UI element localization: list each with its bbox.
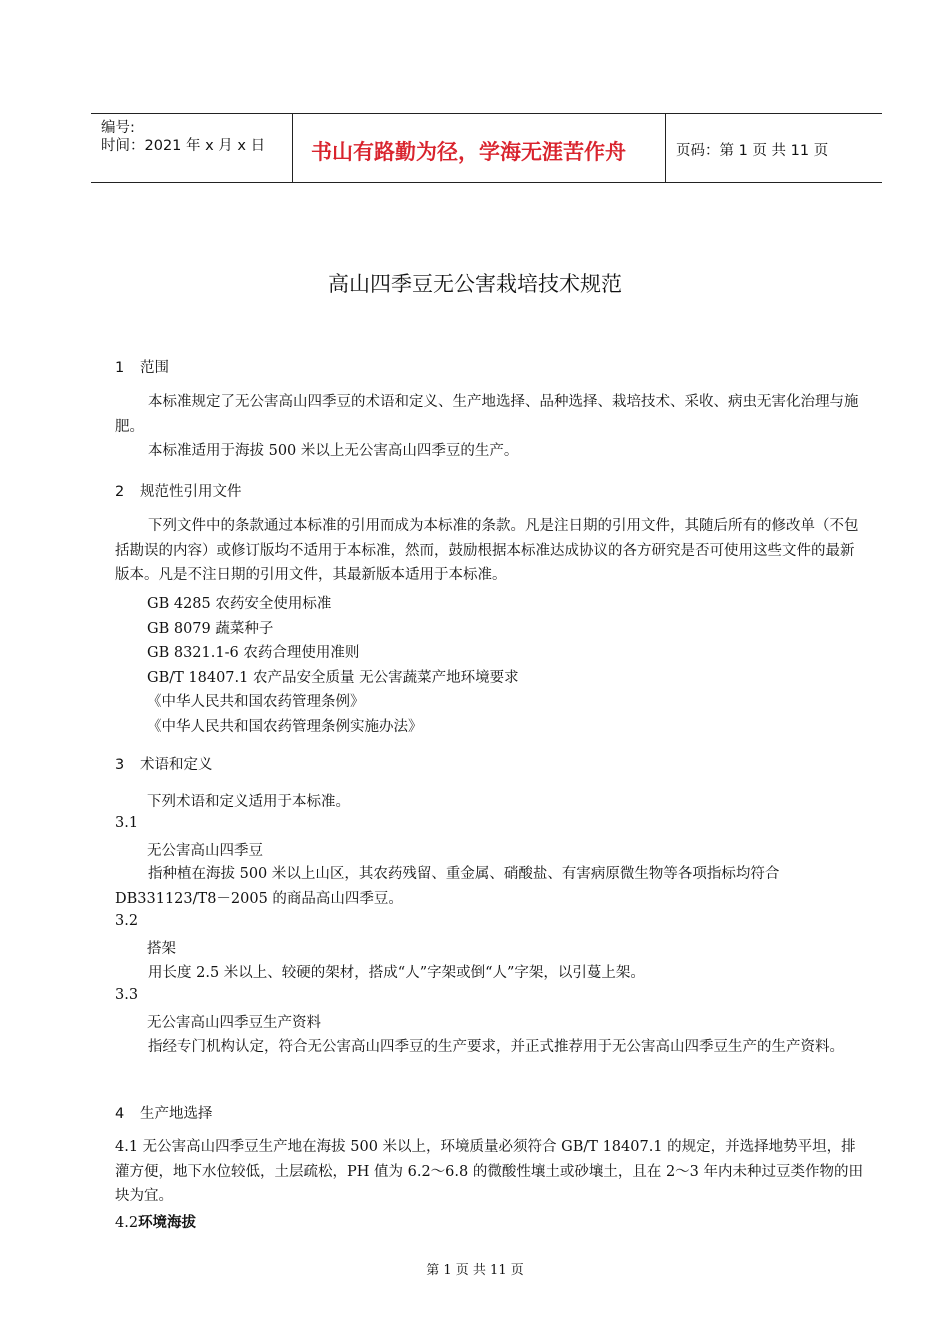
serial-number-label: 编号: (101, 120, 135, 136)
reference-item: GB 4285 农药安全使用标准 (147, 596, 332, 612)
reference-item: GB 8079 蔬菜种子 (147, 621, 274, 637)
section-4-paragraph-1 (115, 1135, 863, 1209)
definition-text: 指种植在海拔 500 米以上山区，其农药残留、重金属、硝酸盐、有害病原微生物等各项指标均符合 DB331123/T8－2005 的商品高山四季豆。 (115, 866, 780, 907)
header-meta-cell (91, 114, 293, 182)
section-1-paragraph-1 (115, 390, 863, 439)
term-definition (115, 862, 863, 911)
paragraph-text: 本标准适用于海拔 500 米以上无公害高山四季豆的生产。 (148, 443, 519, 459)
motto: 书山有路勤为径，学海无涯苦作舟 (311, 140, 626, 164)
term-name: 无公害高山四季豆 (147, 843, 263, 859)
page-footer: 第 1 页 共 11 页 (426, 1263, 524, 1278)
term-definition (115, 961, 863, 986)
document-title: 高山四季豆无公害栽培技术规范 (328, 272, 622, 296)
header-motto-cell (293, 114, 666, 182)
section-number: 4 (115, 1106, 125, 1122)
paragraph-text: 本标准规定了无公害高山四季豆的术语和定义、生产地选择、品种选择、栽培技术、采收、病虫无害化治理与施肥。 (115, 394, 859, 435)
term-number: 3.2 (115, 913, 139, 929)
document-header (91, 113, 882, 183)
subsection-number: 4.2 (115, 1215, 139, 1231)
subsection-4-2 (115, 1211, 196, 1232)
reference-item: GB 8321.1-6 农药合理使用准则 (147, 645, 360, 661)
definition-text: 用长度 2.5 米以上、较硬的架材，搭成“人”字架或倒“人”字架，以引蔓上架。 (148, 965, 645, 981)
time-label: 时间：2021 年 x 月 x 日 (101, 138, 266, 154)
section-number: 2 (115, 484, 125, 500)
paragraph-text: 下列文件中的条款通过本标准的引用而成为本标准的条款。凡是注日期的引用文件，其随后所有的修改单（不包括勘误的内容）或修订版均不适用于本标准，然而，鼓励根据本标准达成协议的各方研究是否可使用这些文件的最新版本。凡是不注日期的引用文件，其最新版本适用于本标准。 (115, 518, 859, 584)
term-number: 3.3 (115, 987, 139, 1003)
reference-item: 《中华人民共和国农药管理条例》 (147, 694, 365, 710)
section-1-heading (115, 356, 169, 377)
section-2-heading (115, 480, 242, 501)
paragraph-text: 4.1 无公害高山四季豆生产地在海拔 500 米以上，环境质量必须符合 GB/T 18407.1 的规定，并选择地势平坦，排灌方便，地下水位较低，土层疏松，PH 值为 6.2～6.8 的微酸性壤土或砂壤土，且在 2～3 年内未种过豆类作物的田块为宜。 (115, 1139, 864, 1205)
term-name: 无公害高山四季豆生产资料 (147, 1015, 321, 1031)
section-2-paragraph-1 (115, 514, 863, 588)
subsection-title: 环境海拔 (138, 1215, 197, 1231)
reference-item: 《中华人民共和国农药管理条例实施办法》 (147, 719, 423, 735)
section-number: 3 (115, 757, 125, 773)
header-page-cell (666, 114, 882, 182)
definition-text: 指经专门机构认定，符合无公害高山四季豆的生产要求，并正式推荐用于无公害高山四季豆生产的生产资料。 (148, 1039, 844, 1055)
reference-item: GB/T 18407.1 农产品安全质量 无公害蔬菜产地环境要求 (147, 670, 519, 686)
term-definition (115, 1035, 863, 1060)
section-title: 生产地选择 (140, 1106, 213, 1122)
section-3-heading (115, 753, 213, 774)
section-title: 范围 (140, 360, 169, 376)
section-title: 术语和定义 (140, 757, 213, 773)
section-title: 规范性引用文件 (140, 484, 242, 500)
section-3-intro: 下列术语和定义适用于本标准。 (147, 794, 350, 810)
section-4-heading (115, 1102, 213, 1123)
page-info: 页码：第 1 页 共 11 页 (676, 143, 829, 159)
section-number: 1 (115, 360, 125, 376)
term-name: 搭架 (147, 941, 176, 957)
section-1-paragraph-2 (115, 439, 863, 464)
term-number: 3.1 (115, 815, 139, 831)
